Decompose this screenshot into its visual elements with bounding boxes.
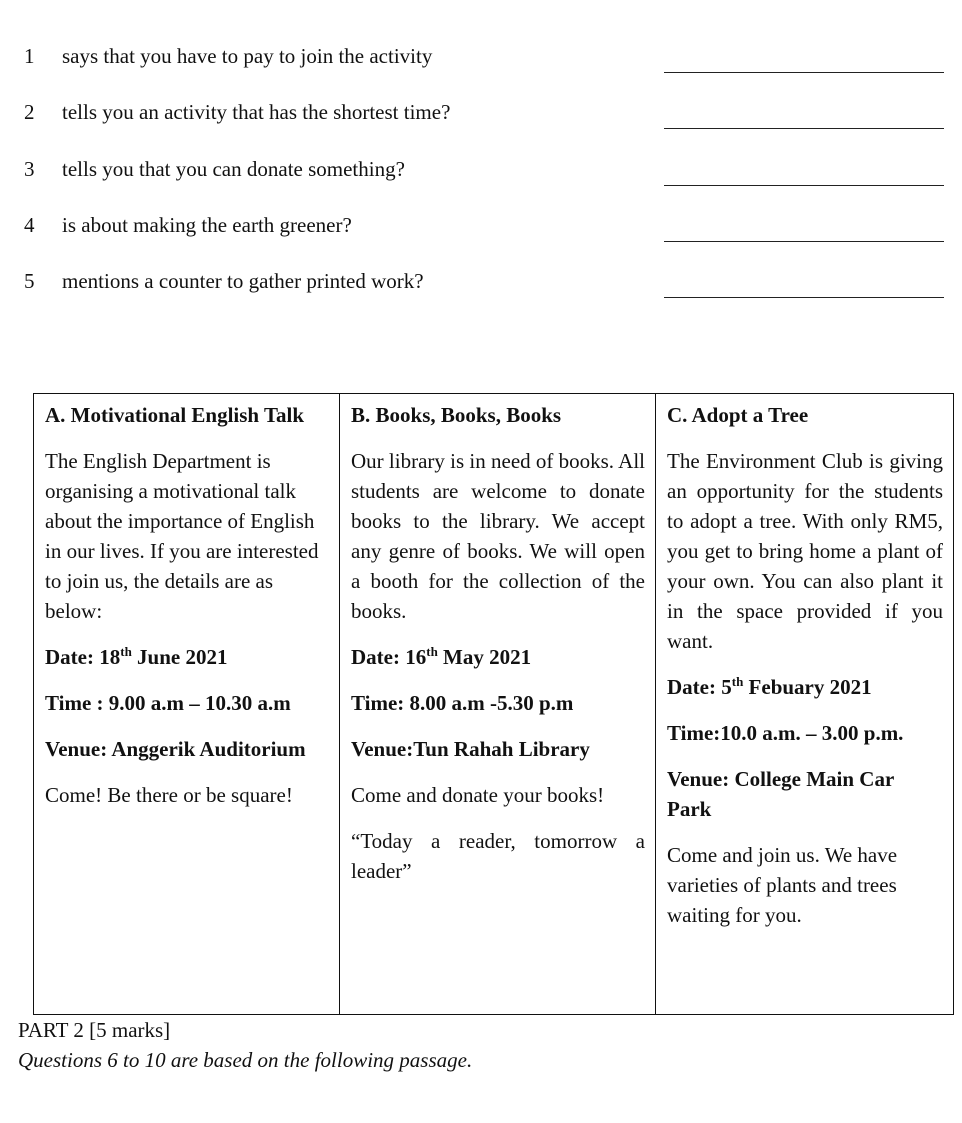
notice-b — [340, 394, 656, 1015]
notice-a — [34, 394, 340, 1015]
notice-b-date: Date: 16th May 2021 — [351, 644, 532, 669]
notice-b-title: B. Books, Books, Books — [351, 403, 562, 427]
question-text: says that you have to pay to join the activity — [62, 44, 433, 68]
notice-c-title: C. Adopt a Tree — [667, 403, 809, 427]
notice-b-time: Time: 8.00 a.m -5.30 p.m — [351, 691, 574, 715]
notice-b-venue: Venue:Tun Rahah Library — [351, 737, 590, 761]
question-text: mentions a counter to gather printed work? — [62, 269, 424, 293]
question-text: is about making the earth greener? — [62, 213, 352, 237]
question-number: 3 — [24, 157, 35, 181]
notice-a-time: Time : 9.00 a.m – 10.30 a.m — [45, 691, 291, 715]
question-2 — [0, 100, 962, 134]
notice-a-body: The English Department is organising a motivational talk about the importance of English in our lives. If you are interested to join us, the details are as below: — [45, 449, 319, 623]
question-5 — [0, 269, 962, 303]
notice-c-time: Time:10.0 a.m. – 3.00 p.m. — [667, 721, 904, 745]
notice-c-date: Date: 5th Febuary 2021 — [667, 674, 872, 699]
answer-line[interactable] — [664, 185, 944, 186]
answer-line[interactable] — [664, 72, 944, 73]
notice-b-quote: “Today a reader, tomorrow a leader” — [351, 829, 645, 883]
notice-b-body: Our library is in need of books. All students are welcome to donate books to the library. We accept any genre of books. We will open a booth for the collection of the books. — [351, 449, 645, 623]
answer-line[interactable] — [664, 297, 944, 298]
question-1 — [0, 44, 962, 78]
question-text: tells you an activity that has the shortest time? — [62, 100, 451, 124]
notice-a-date: Date: 18th June 2021 — [45, 644, 228, 669]
notice-c — [656, 394, 954, 1015]
notice-a-closing: Come! Be there or be square! — [45, 783, 293, 807]
notices-table — [33, 393, 954, 1015]
part-heading: PART 2 [5 marks] — [18, 1018, 171, 1042]
answer-line[interactable] — [664, 241, 944, 242]
question-number: 4 — [24, 213, 35, 237]
question-4 — [0, 213, 962, 247]
notice-b-closing: Come and donate your books! — [351, 783, 605, 807]
answer-line[interactable] — [664, 128, 944, 129]
question-number: 5 — [24, 269, 35, 293]
notice-a-venue: Venue: Anggerik Auditorium — [45, 737, 306, 761]
notice-c-venue: Venue: College Main Car Park — [667, 767, 894, 821]
question-number: 2 — [24, 100, 35, 124]
part-instruction: Questions 6 to 10 are based on the following passage. — [18, 1048, 473, 1072]
notice-c-body: The Environment Club is giving an opportunity for the students to adopt a tree. With only RM5, you get to bring home a plant of your own. You can also plant it in the space provided if you want. — [667, 449, 943, 653]
question-text: tells you that you can donate something? — [62, 157, 405, 181]
notice-a-title: A. Motivational English Talk — [45, 403, 305, 427]
question-number: 1 — [24, 44, 35, 68]
question-3 — [0, 157, 962, 191]
notice-c-closing: Come and join us. We have varieties of plants and trees waiting for you. — [667, 843, 898, 927]
